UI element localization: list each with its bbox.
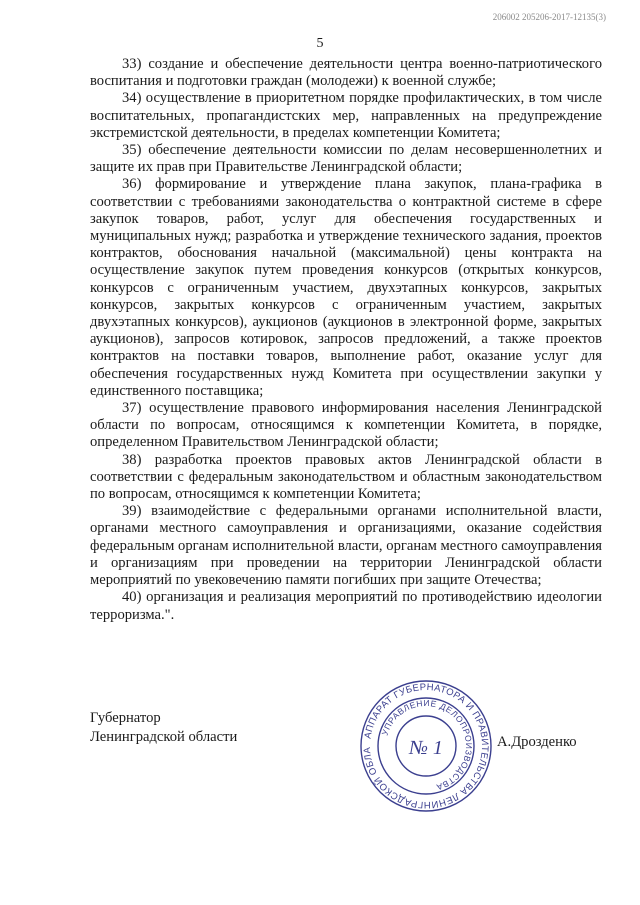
seal-icon (358, 678, 494, 814)
list-item-38: 38) разработка проектов правовых актов Ленинградской области в соответствии с федеральным законодательством и областным законодательством по вопросам, относящимся к компетенции Комитета; (90, 451, 602, 503)
list-item-39: 39) взаимодействие с федеральными органами исполнительной власти, органами местного самоуправления и организациями, оказание содействия федеральным органам исполнительной власти, органам местного самоуправления и организациям при проведении на территории Ленинградской области мероприятий по увековечению памяти погибших при защите Отечества; (90, 503, 602, 589)
seal-inner-text: УПРАВЛЕНИЕ ДЕЛОПРОИЗВОДСТВА (379, 697, 475, 793)
document-serial-number: 206002 205206-2017-12135(3) (492, 12, 606, 22)
list-item-35: 35) обеспечение деятельности комиссии по делам несовершеннолетних и защите их прав при Правительстве Ленинградской области; (90, 142, 602, 176)
document-body (90, 56, 602, 624)
signer-name: А.Дрозденко (497, 734, 577, 750)
seal-outer-text: АППАРАТ ГУБЕРНАТОРА И ПРАВИТЕЛЬСТВА ЛЕНИНГРАДСКОЙ ОБЛА (361, 681, 491, 811)
list-item-36: 36) формирование и утверждение плана закупок, плана-графика в соответствии с требованиями законодательства о контрактной системе в сфере закупок товаров, работ, услуг для обеспечения государственных и муниципальных нужд; разработка и утверждение технического задания, проектов контрактов, обоснования начальной (максимальной) цены контракта на осуществление закупок путем проведения конкурсов (открытых конкурсов, конкурсов с ограниченным участием, двухэтапных конкурсов, закрытых конкурсов, закрытых конкурсов с ограниченным участием, закрытых двухэтапных конкурсов), аукционов (аукционов в электронной форме, закрытых аукционов), запросов котировок, запросов предложений, а также проектов контрактов на поставки товаров, выполнение работ, оказание услуг для обеспечения государственных нужд Комитета при осуществлении закупки у единственного поставщика; (90, 176, 602, 399)
official-seal-stamp (358, 678, 494, 814)
signatory-title-line2: Ленинградской области (90, 729, 238, 745)
signatory-title (90, 709, 237, 747)
list-item-34: 34) осуществление в приоритетном порядке профилактических, в том числе воспитательных, пропагандистских мер, направленных на предупреждение экстремистской деятельности, в пределах компетенции Комитета; (90, 90, 602, 141)
list-item-40: 40) организация и реализация мероприятий по противодействию идеологии терроризма.". (90, 589, 602, 623)
list-item-33: 33) создание и обеспечение деятельности центра военно-патриотического воспитания и подготовки граждан (молодежи) к военной службе; (90, 56, 602, 90)
list-item-37: 37) осуществление правового информирования населения Ленинградской области по вопросам, относящимся к компетенции Комитета, в порядке, определенном Правительством Ленинградской области; (90, 400, 602, 451)
signatory-title-line1: Губернатор (90, 710, 161, 726)
page-number: 5 (316, 36, 324, 51)
seal-number: № 1 (409, 737, 443, 759)
